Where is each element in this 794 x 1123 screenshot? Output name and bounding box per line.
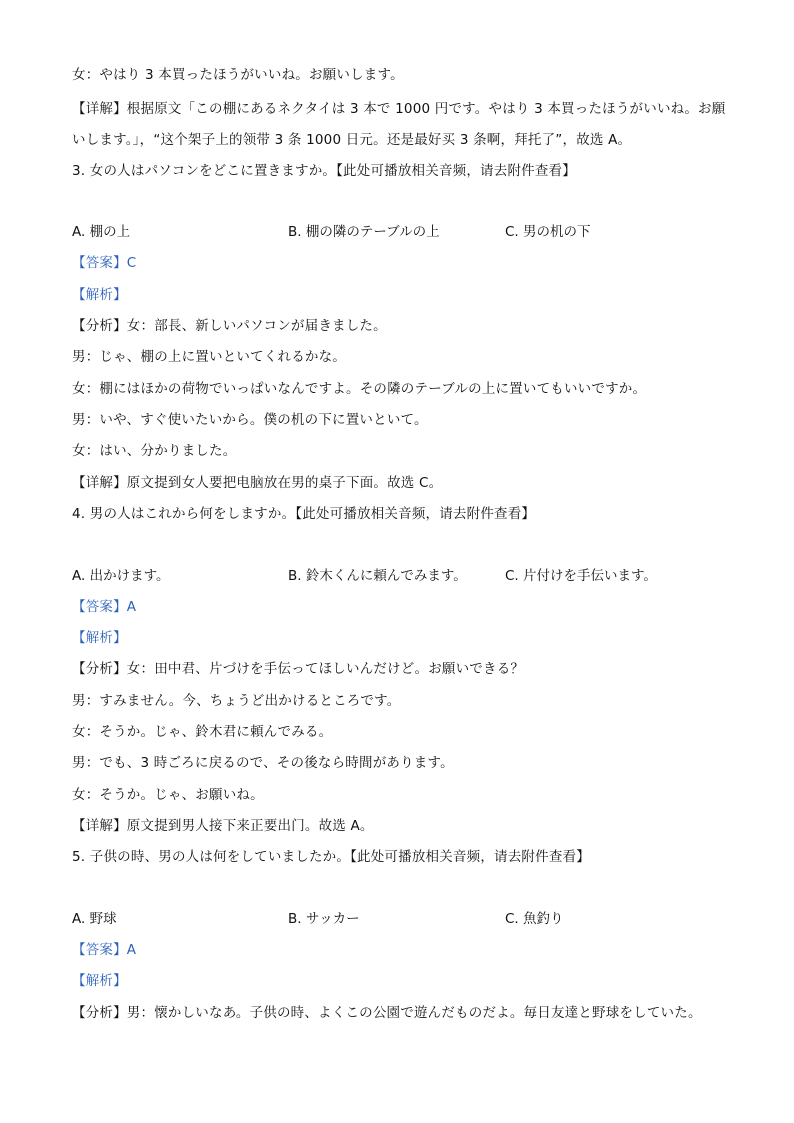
analysis-line: 【分析】女：部長、新しいパソコンが届きました。 <box>72 318 387 334</box>
dialogue-line: 女：そうか。じゃ、鈴木君に頼んでみる。 <box>72 724 333 740</box>
dialogue-line: 女：はい、分かりました。 <box>72 443 237 459</box>
q3-option-a: A. 棚の上 <box>72 224 131 240</box>
dialogue-line: 女：そうか。じゃ、お願いね。 <box>72 787 264 803</box>
q5-option-c: C. 魚釣り <box>505 911 564 927</box>
q3-option-c: C. 男の机の下 <box>505 224 591 240</box>
q5-option-a: A. 野球 <box>72 911 117 927</box>
question-3: 3. 女の人はパソコンをどこに置きますか。【此处可播放相关音频，请去附件查看】 <box>72 163 576 179</box>
analysis-heading: 【解析】 <box>72 973 127 989</box>
analysis-line: 【分析】女：田中君、片づけを手伝ってほしいんだけど。お願いできる？ <box>72 661 525 677</box>
dialogue-line: 男：いや、すぐ使いたいから。僕の机の下に置いといて。 <box>72 412 428 428</box>
dialogue-line: 男：すみません。今、ちょうど出かけるところです。 <box>72 693 401 709</box>
q4-option-b: B. 鈴木くんに頼んでみます。 <box>288 568 467 584</box>
explanation-detail: 【详解】原文提到男人接下来正要出门。故选 A。 <box>72 818 374 834</box>
dialogue-line: 女：棚にはほかの荷物でいっぱいなんですよ。その隣のテーブルの上に置いてもいいですか。 <box>72 381 647 397</box>
answer-label: 【答案】A <box>72 942 137 958</box>
explanation-detail: 【详解】根据原文「この棚にあるネクタイは 3 本で 1000 円です。やはり 3 本買ったほうがいいね。お願いします。」，“这个架子上的领带 3 条 1000 日元。还是最好买 3 条啊，拜托了”，故选 A。 <box>72 101 726 148</box>
q4-option-c: C. 片付けを手伝います。 <box>505 568 657 584</box>
q5-option-b: B. サッカー <box>288 911 360 927</box>
q3-option-b: B. 棚の隣のテーブルの上 <box>288 224 440 240</box>
question-4: 4. 男の人はこれから何をしますか。【此处可播放相关音频，请去附件查看】 <box>72 506 536 522</box>
q4-option-a: A. 出かけます。 <box>72 568 170 584</box>
analysis-line: 【分析】男：懐かしいなあ。子供の時、よくこの公園で遊んだものだよ。毎日友達と野球をしていた。 <box>72 1005 702 1021</box>
analysis-heading: 【解析】 <box>72 287 127 303</box>
answer-label: 【答案】A <box>72 599 137 615</box>
answer-label: 【答案】C <box>72 255 137 271</box>
dialogue-line: 女：やはり 3 本買ったほうがいいね。お願いします。 <box>72 67 404 83</box>
dialogue-line: 男：でも、3 時ごろに戻るので、その後なら時間があります。 <box>72 755 454 771</box>
explanation-detail: 【详解】原文提到女人要把电脑放在男的桌子下面。故选 C。 <box>72 475 443 491</box>
dialogue-line: 男：じゃ、棚の上に置いといてくれるかな。 <box>72 349 346 365</box>
question-5: 5. 子供の時、男の人は何をしていましたか。【此处可播放相关音频，请去附件查看】 <box>72 849 590 865</box>
analysis-heading: 【解析】 <box>72 630 127 646</box>
